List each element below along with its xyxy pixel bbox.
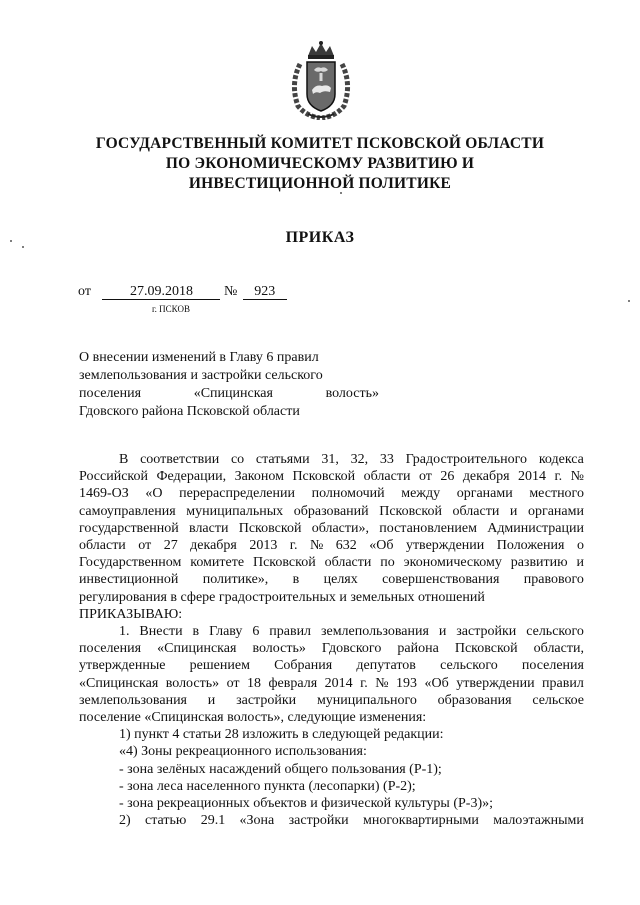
list-item: 1) пункт 4 статьи 28 изложить в следующей редакции: [119,727,444,743]
document-type-title: ПРИКАЗ [285,229,355,246]
number-sign: № [223,284,238,299]
list-item: «4) Зоны рекреационного использования: [119,744,367,760]
scan-speck [22,246,24,248]
body-line: Государственном комитете Псковской области по экономическому развитию и [79,555,584,571]
subject-word: «Спицинская [193,386,273,401]
body-line: регулирования в сфере градостроительных и земельных отношений [79,589,485,605]
scan-speck [340,192,342,194]
order-body [79,451,584,829]
org-line-1: ГОСУДАРСТВЕННЫЙ КОМИТЕТ ПСКОВСКОЙ ОБЛАСТИ [95,135,545,152]
date-number-line [78,284,287,300]
subject-word: поселения [79,386,142,401]
subject-line: землепользования и застройки сельского [79,368,323,383]
city-label: г. ПСКОВ [152,304,190,314]
body-line: области от 27 декабря 2013 г. № 632 «Об утверждении Положения о [79,538,584,554]
body-line: В соответствии со статьями 31, 32, 33 Градостроительного кодекса [119,452,584,467]
body-line: инвестиционной политике», в целях совершенствования правового [79,572,584,588]
body-line: 1469-ОЗ «О перераспределении полномочий между органами местного [79,486,584,502]
list-item: 2) статью 29.1 «Зона застройки многоквартирными малоэтажными [119,813,584,829]
subject-line: О внесении изменений в Главу 6 правил [79,350,319,365]
list-item: - зона зелёных насаждений общего пользования (Р-1); [119,761,442,777]
subject-word: волость» [325,386,379,401]
order-word: ПРИКАЗЫВАЮ: [79,606,183,622]
body-line: 1. Внести в Главу 6 правил землепользования и застройки сельского [119,624,584,640]
list-item: - зона рекреационных объектов и физической культуры (Р-3)»; [119,796,494,812]
body-line: поселение «Спицинская волость», следующие изменения: [79,710,427,726]
document-date: 27.09.2018 [102,284,220,300]
org-line-2: ПО ЭКОНОМИЧЕСКОМУ РАЗВИТИЮ И [165,155,475,172]
scan-speck [628,300,630,302]
date-prefix: от [78,284,91,299]
pskov-coat-of-arms-emblem [286,40,356,120]
body-line: утвержденные решением Собрания депутатов сельского поселения [79,658,584,674]
organization-name [70,134,570,194]
body-line: поселения «Спицинская волость» Гдовского района Псковской области, [79,641,584,657]
body-line: землепользования и застройки муниципального образования сельское [79,692,584,708]
order-subject [79,349,379,421]
body-line: Российской Федерации, Законом Псковской области от 26 декабря 2014 г. № [79,469,584,485]
body-line: самоуправления муниципальных образований Псковской области и органами [79,503,584,519]
document-number: 923 [243,284,287,300]
body-line: «Спицинская волость» от 18 февраля 2014 г. № 193 «Об утверждении правил [79,675,584,691]
org-line-3: ИНВЕСТИЦИОННОЙ ПОЛИТИКЕ [188,175,452,192]
body-line: государственной власти Псковской области», постановлением Администрации [79,520,584,536]
subject-line: Гдовского района Псковской области [79,404,300,419]
scan-speck [10,240,12,242]
subject-line [79,385,379,403]
list-item: - зона леса населенного пункта (лесопарки) (Р-2); [119,778,416,794]
